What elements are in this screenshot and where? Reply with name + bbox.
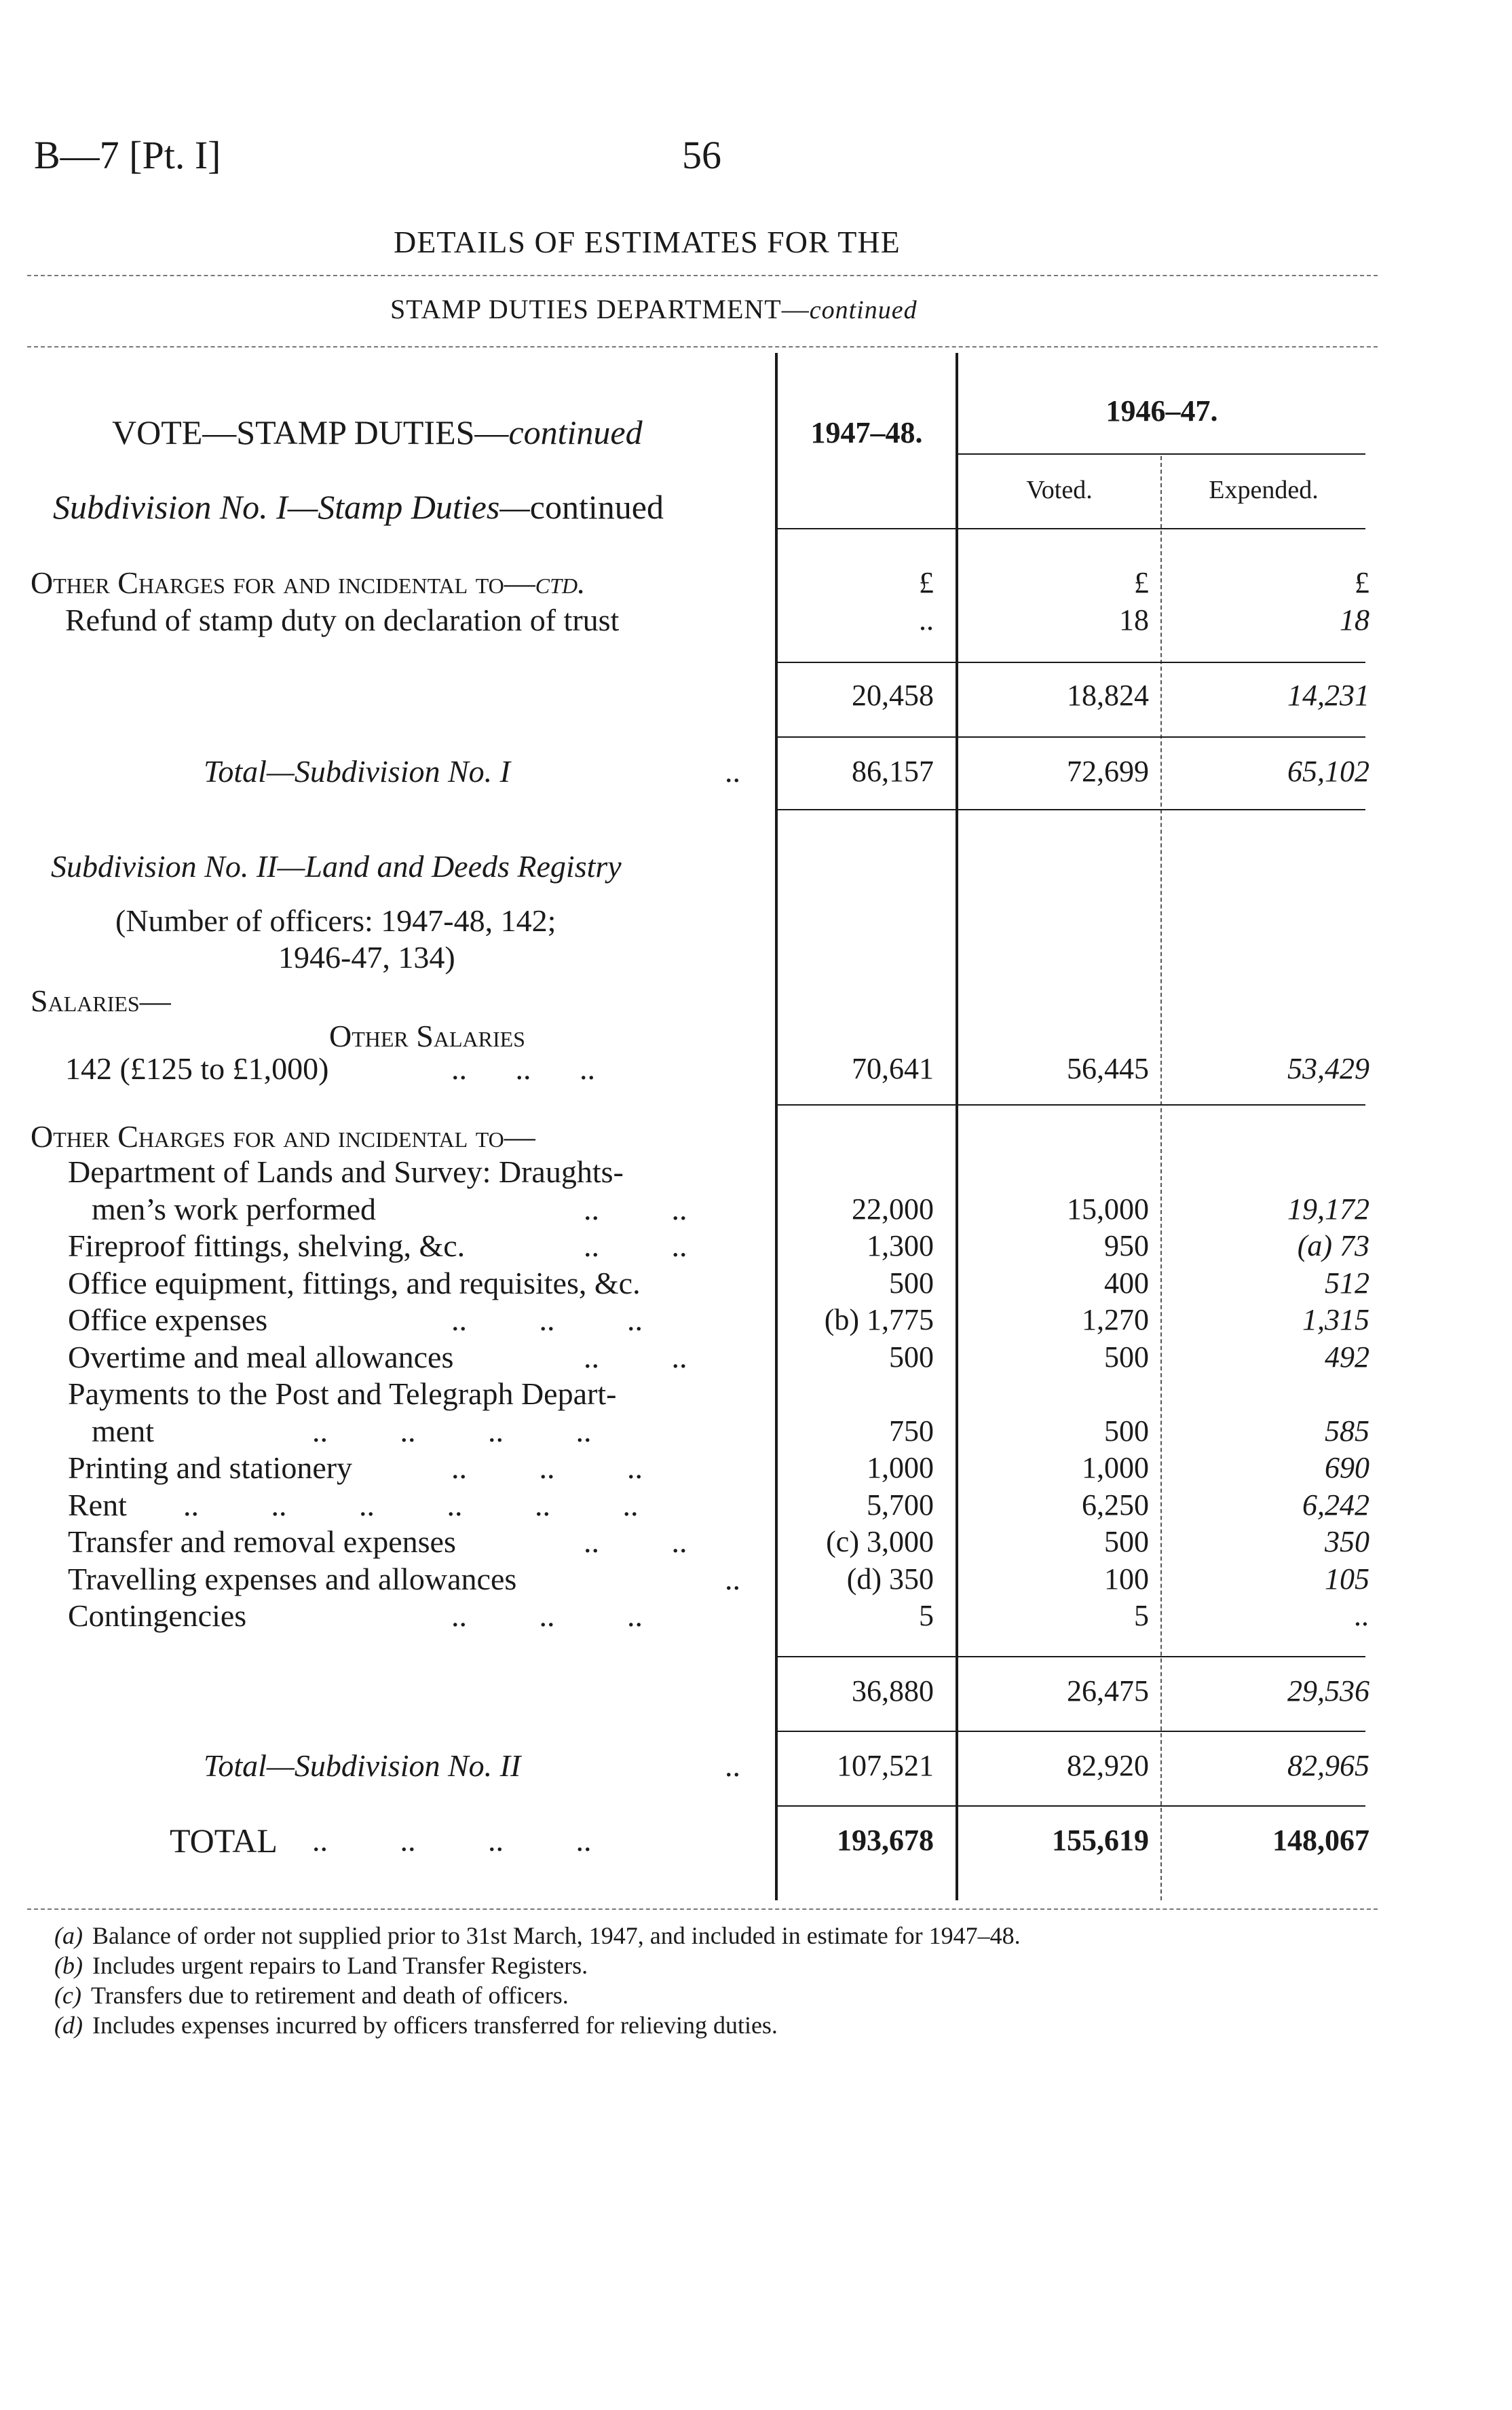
- section-ii-total-1947: 107,521: [837, 1749, 934, 1782]
- salary-row-dots: .. .. ..: [451, 1051, 595, 1086]
- row-1947: ..: [919, 603, 934, 637]
- section-ii-total-label: Total—Subdivision No. II: [204, 1748, 521, 1783]
- salary-row-expended: 53,429: [1287, 1052, 1369, 1085]
- salaries-heading: Salaries—: [31, 983, 171, 1018]
- subdivision-i-heading: [53, 489, 664, 525]
- charge-row-dots: .. .. ..: [451, 1598, 643, 1633]
- grand-total-label: TOTAL: [170, 1822, 278, 1860]
- charge-row-voted: 400: [1104, 1266, 1149, 1300]
- charge-row-expended: 1,315: [1302, 1303, 1369, 1336]
- officers-line-1: (Number of officers: 1947-48, 142;: [115, 903, 556, 938]
- subdivision-i-title: Subdivision No. I—Stamp Duties—: [53, 488, 530, 526]
- salary-row-label: 142 (£125 to £1,000): [65, 1051, 329, 1086]
- grand-total-voted: 155,619: [1052, 1824, 1149, 1857]
- subdivision-i-continued: continued: [529, 488, 664, 526]
- charge-row-voted: 5: [1134, 1599, 1149, 1632]
- footnote-mark: (c): [54, 1982, 81, 2009]
- section-i-total-1947: 86,157: [852, 755, 934, 788]
- section-i-subtotal-expended: 14,231: [1287, 679, 1369, 712]
- footnote-rule: [27, 1908, 1378, 1910]
- header-split-rule: [958, 453, 1365, 455]
- charge-row-expended: (a) 73: [1297, 1229, 1369, 1262]
- charge-row-label: Transfer and removal expenses: [68, 1524, 456, 1559]
- footnote-mark: (a): [54, 1922, 83, 1949]
- charge-row-voted: 500: [1104, 1414, 1149, 1448]
- charge-row-label: Payments to the Post and Telegraph Depart-: [68, 1376, 617, 1411]
- charge-row-voted: 500: [1104, 1525, 1149, 1558]
- currency-expended: £: [1355, 566, 1369, 599]
- section-i-charges-continued: ctd.: [535, 565, 586, 600]
- charge-row-dots: .. .. .. ..: [312, 1414, 592, 1448]
- charge-row-voted: 100: [1104, 1562, 1149, 1596]
- currency-1947: £: [919, 566, 934, 599]
- charge-row-dots: ..: [725, 1562, 740, 1596]
- section-i-total-voted: 72,699: [1067, 755, 1149, 788]
- charge-row-1947: 500: [889, 1266, 934, 1300]
- officers-line-2: 1946-47, 134): [278, 940, 455, 975]
- section-ii-total-expended: 82,965: [1287, 1749, 1369, 1782]
- charge-row-1947: 5: [919, 1599, 934, 1632]
- section-i-total-dots: ..: [725, 754, 740, 789]
- section-i-charges-label: Other Charges for and incidental to—: [31, 565, 535, 600]
- section-ii-subtotal-voted: 26,475: [1067, 1674, 1149, 1708]
- section-i-end-rule: [778, 809, 1365, 810]
- charge-row-label: Rent: [68, 1488, 127, 1522]
- charge-row-dots: .. .. ..: [451, 1302, 643, 1337]
- column-voted: Voted.: [1026, 476, 1093, 504]
- footnote-text: Balance of order not supplied prior to 31st March, 1947, and included in estimate for 1947–48.: [92, 1922, 1021, 1949]
- charge-row-expended: 492: [1325, 1340, 1369, 1374]
- department-name: STAMP DUTIES DEPARTMENT—: [390, 294, 810, 324]
- charge-row-voted: 15,000: [1067, 1192, 1149, 1226]
- charge-row-1947: 1,000: [867, 1451, 934, 1484]
- section-ii-total-dots: ..: [725, 1748, 740, 1783]
- grand-total-dots: .. .. .. ..: [312, 1823, 592, 1858]
- charge-row-dots: .. .. .. .. .. ..: [183, 1488, 639, 1522]
- vote-heading: [112, 414, 643, 451]
- charge-row-voted: 500: [1104, 1340, 1149, 1374]
- charge-row-dots: .. ..: [584, 1340, 687, 1374]
- column-rule-3: [1160, 456, 1162, 1900]
- charge-row-label: Travelling expenses and allowances: [68, 1562, 517, 1596]
- section-i-subtotal-1947: 20,458: [852, 679, 934, 712]
- charge-row-expended: 512: [1325, 1266, 1369, 1300]
- section-ii-subtotal-rule: [778, 1656, 1365, 1657]
- page-number: 56: [682, 133, 721, 177]
- column-1947-48: 1947–48.: [810, 416, 923, 449]
- footnote: [54, 1951, 588, 1980]
- column-1946-47: 1946–47.: [1105, 394, 1218, 428]
- charge-row-expended: 690: [1325, 1451, 1369, 1484]
- charge-row-1947: 750: [889, 1414, 934, 1448]
- charge-row-1947: 1,300: [867, 1229, 934, 1262]
- charge-row-1947: (b) 1,775: [824, 1303, 934, 1336]
- footnote-text: Includes expenses incurred by officers transferred for relieving duties.: [92, 2012, 778, 2039]
- section-i-subtotal-rule: [778, 662, 1365, 663]
- footnote: [54, 1921, 1021, 1951]
- header-bottom-rule: [778, 528, 1365, 529]
- charge-row-voted: 950: [1104, 1229, 1149, 1262]
- charge-row-1947: 5,700: [867, 1488, 934, 1522]
- other-salaries-heading: Other Salaries: [329, 1019, 525, 1053]
- charge-row-expended: 105: [1325, 1562, 1369, 1596]
- charge-row-expended: 6,242: [1302, 1488, 1369, 1522]
- charge-row-label: Department of Lands and Survey: Draughts-: [68, 1154, 624, 1189]
- footnote-mark: (d): [54, 2012, 83, 2039]
- charge-row-label: Fireproof fittings, shelving, &c.: [68, 1228, 466, 1263]
- vote-heading-continued: continued: [508, 413, 643, 451]
- section-ii-subtotal-1947: 36,880: [852, 1674, 934, 1708]
- charge-row-dots: .. ..: [584, 1524, 687, 1559]
- charge-row-1947: 22,000: [852, 1192, 934, 1226]
- section-ii-subtotal-expended: 29,536: [1287, 1674, 1369, 1708]
- department-title: [390, 293, 918, 325]
- charge-row-label: men’s work performed: [92, 1192, 376, 1226]
- row-voted: 18: [1119, 603, 1149, 637]
- section-ii-total-voted: 82,920: [1067, 1749, 1149, 1782]
- section-ii-charges-heading: Other Charges for and incidental to—: [31, 1119, 535, 1154]
- footnote-text: Includes urgent repairs to Land Transfer Registers.: [92, 1952, 588, 1979]
- charge-row-1947: (d) 350: [846, 1562, 934, 1596]
- grand-total-expended: 148,067: [1272, 1824, 1369, 1857]
- vote-heading-main: VOTE—STAMP DUTIES—: [112, 413, 509, 451]
- charge-row-voted: 1,000: [1082, 1451, 1149, 1484]
- currency-voted: £: [1134, 566, 1149, 599]
- column-expended: Expended.: [1209, 476, 1319, 504]
- charge-row-1947: 500: [889, 1340, 934, 1374]
- grand-total-rule: [778, 1805, 1365, 1807]
- page-reference: B—7 [Pt. I]: [34, 133, 221, 177]
- charge-row-voted: 1,270: [1082, 1303, 1149, 1336]
- charge-row-label: Overtime and meal allowances: [68, 1340, 454, 1374]
- charge-row-1947: (c) 3,000: [826, 1525, 934, 1558]
- salary-end-rule: [778, 1104, 1365, 1106]
- section-ii-total-rule: [778, 1731, 1365, 1732]
- salary-row-voted: 56,445: [1067, 1052, 1149, 1085]
- column-rule-1: [775, 353, 778, 1900]
- charge-row-expended: ..: [1355, 1599, 1369, 1632]
- charge-row-expended: 350: [1325, 1525, 1369, 1558]
- footnote-text: Transfers due to retirement and death of officers.: [90, 1982, 569, 2009]
- charge-row-expended: 585: [1325, 1414, 1369, 1448]
- title-rule: [27, 275, 1378, 276]
- charge-row-dots: .. ..: [584, 1228, 687, 1263]
- row-label: Refund of stamp duty on declaration of trust: [65, 603, 620, 637]
- charge-row-label: ment: [92, 1414, 154, 1448]
- charge-row-label: Office expenses: [68, 1302, 268, 1337]
- charge-row-label: Printing and stationery: [68, 1450, 353, 1485]
- section-i-subtotal-voted: 18,824: [1067, 679, 1149, 712]
- grand-total-1947: 193,678: [837, 1824, 934, 1857]
- footnote: [54, 2010, 778, 2040]
- charge-row-voted: 6,250: [1082, 1488, 1149, 1522]
- footnote-mark: (b): [54, 1952, 83, 1979]
- section-i-charges-heading: [31, 565, 586, 601]
- salary-row-1947: 70,641: [852, 1052, 934, 1085]
- subdivision-ii-heading: Subdivision No. II—Land and Deeds Registry: [51, 849, 622, 884]
- charge-row-label: Contingencies: [68, 1598, 247, 1633]
- section-i-total-expended: 65,102: [1287, 755, 1369, 788]
- charge-row-label: Office equipment, fittings, and requisites, &c.: [68, 1266, 641, 1300]
- charge-row-dots: .. .. ..: [451, 1450, 643, 1485]
- charge-row-expended: 19,172: [1287, 1192, 1369, 1226]
- section-i-total-label: Total—Subdivision No. I: [204, 754, 510, 789]
- document-title: DETAILS OF ESTIMATES FOR THE: [394, 225, 901, 259]
- section-i-total-rule: [778, 736, 1365, 738]
- column-rule-2: [956, 353, 958, 1900]
- charge-row-dots: .. ..: [584, 1192, 687, 1226]
- row-expended: 18: [1340, 603, 1369, 637]
- footnote: [54, 1980, 569, 2010]
- department-continued: continued: [809, 296, 918, 324]
- subtitle-rule: [27, 346, 1378, 347]
